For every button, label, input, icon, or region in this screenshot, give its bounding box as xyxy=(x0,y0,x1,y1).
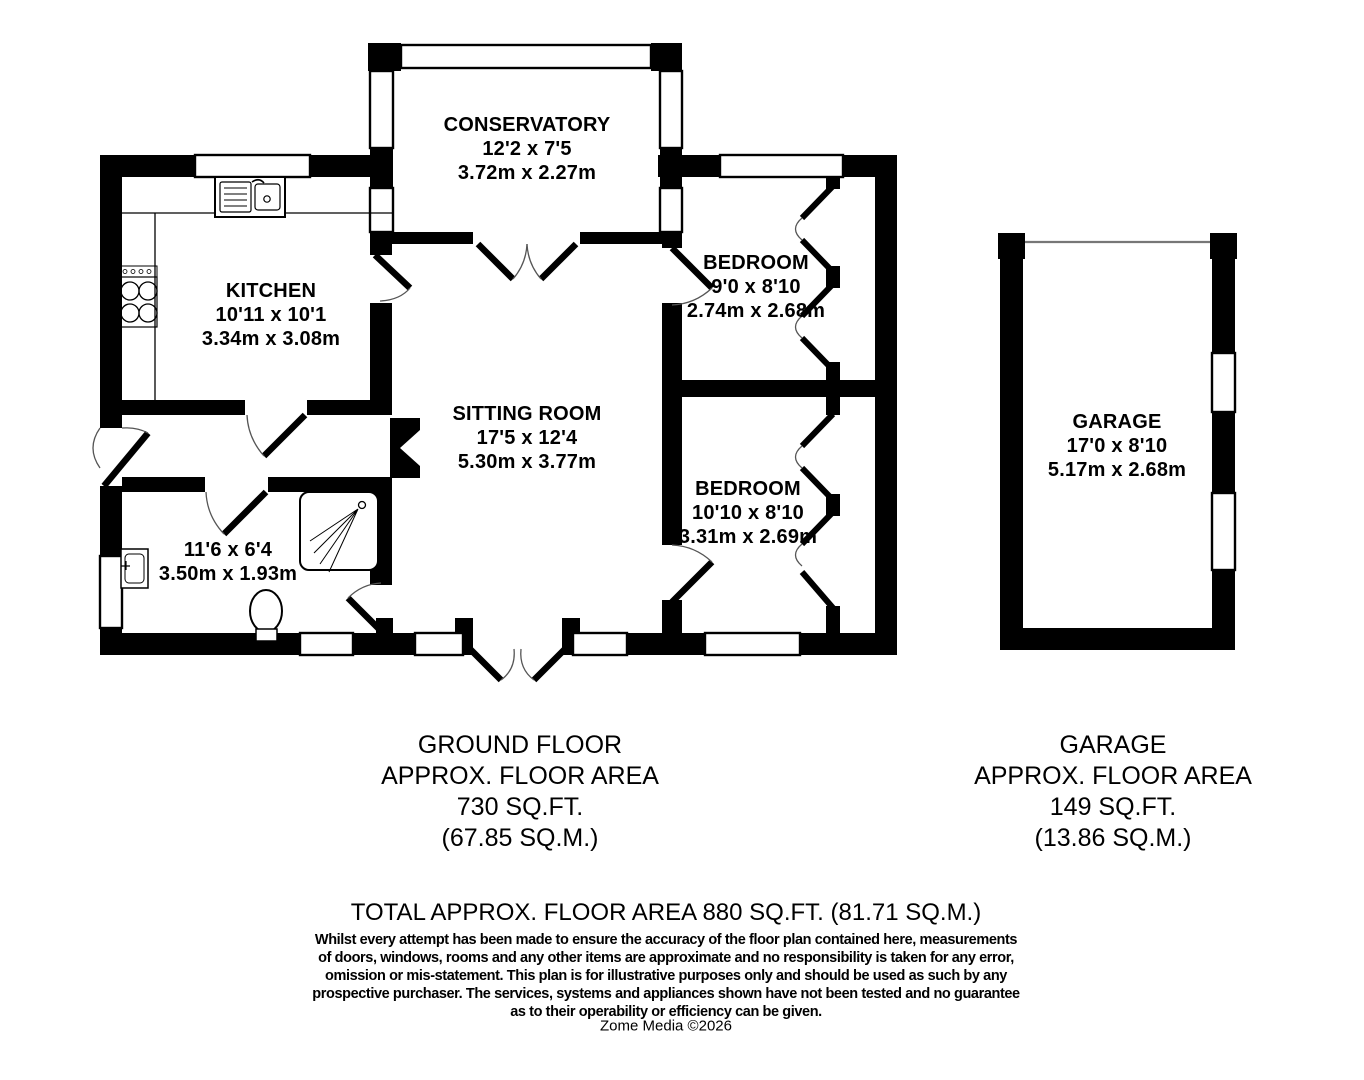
room-name: BEDROOM xyxy=(695,478,801,500)
basin-icon xyxy=(121,549,148,588)
disclaimer-line: as to their operability or efficiency can be given. xyxy=(510,1004,822,1020)
disclaimer-line: omission or mis-statement. This plan is for illustrative purposes only and should be used as such by any xyxy=(325,968,1007,984)
room-size-metric: 5.17m x 2.68m xyxy=(1047,459,1187,481)
room-size-metric: 3.34m x 3.08m xyxy=(201,328,341,350)
kitchen-sink-icon xyxy=(215,177,285,217)
room-name: GARAGE xyxy=(1072,411,1162,433)
credit-line: Zome Media ©2026 xyxy=(600,1017,732,1035)
summary-sqft: 149 SQ.FT. xyxy=(1049,793,1177,821)
room-label-conservatory xyxy=(444,113,611,185)
ground-floor-area-summary xyxy=(381,730,659,854)
room-size-metric: 2.74m x 2.68m xyxy=(686,300,826,322)
room-size-imperial: 11'6 x 6'4 xyxy=(183,539,273,561)
summary-title: GARAGE xyxy=(1059,731,1167,759)
garage-area-summary xyxy=(974,730,1252,854)
room-size-imperial: 12'2 x 7'5 xyxy=(482,138,572,160)
summary-title: GROUND FLOOR xyxy=(417,731,623,759)
summary-subtitle: APPROX. FLOOR AREA xyxy=(974,762,1252,790)
disclaimer-line: Whilst every attempt has been made to ensure the accuracy of the floor plan contained here, measurements xyxy=(314,932,1018,948)
room-size-imperial: 17'5 x 12'4 xyxy=(476,427,578,449)
room-size-imperial: 9'0 x 8'10 xyxy=(711,276,801,298)
summary-subtitle: APPROX. FLOOR AREA xyxy=(381,762,659,790)
room-size-imperial: 17'0 x 8'10 xyxy=(1066,435,1168,457)
summary-sqm: (67.85 SQ.M.) xyxy=(441,824,599,852)
room-size-imperial: 10'10 x 8'10 xyxy=(691,502,805,524)
room-name: KITCHEN xyxy=(225,280,317,302)
room-label-kitchen xyxy=(202,279,340,351)
room-size-imperial: 10'11 x 10'1 xyxy=(215,304,327,326)
total-area-line: TOTAL APPROX. FLOOR AREA 880 SQ.FT. (81.71 SQ.M.) xyxy=(350,899,982,926)
room-label-bathroom xyxy=(159,538,297,586)
room-name: CONSERVATORY xyxy=(443,114,611,136)
summary-sqm: (13.86 SQ.M.) xyxy=(1034,824,1192,852)
disclaimer-text xyxy=(312,931,1019,1021)
room-size-metric: 3.72m x 2.27m xyxy=(457,162,597,184)
room-label-bedroom2 xyxy=(679,477,817,549)
shower-icon xyxy=(300,492,378,572)
room-label-garage xyxy=(1048,410,1186,482)
fireplace-icon xyxy=(390,418,420,478)
room-name: BEDROOM xyxy=(703,252,809,274)
room-size-metric: 3.50m x 1.93m xyxy=(158,563,298,585)
room-size-metric: 5.30m x 3.77m xyxy=(457,451,597,473)
room-label-bedroom1 xyxy=(687,251,825,323)
summary-sqft: 730 SQ.FT. xyxy=(456,793,584,821)
hob-icon xyxy=(119,266,157,327)
room-size-metric: 3.31m x 2.69m xyxy=(678,526,818,548)
disclaimer-line: prospective purchaser. The services, systems and appliances shown have not been tested and no guarantee xyxy=(312,986,1020,1002)
room-name: SITTING ROOM xyxy=(452,403,602,425)
room-label-sitting-room xyxy=(452,402,601,474)
disclaimer-line: of doors, windows, rooms and any other items are approximate and no responsibility is taken for any error, xyxy=(318,950,1014,966)
